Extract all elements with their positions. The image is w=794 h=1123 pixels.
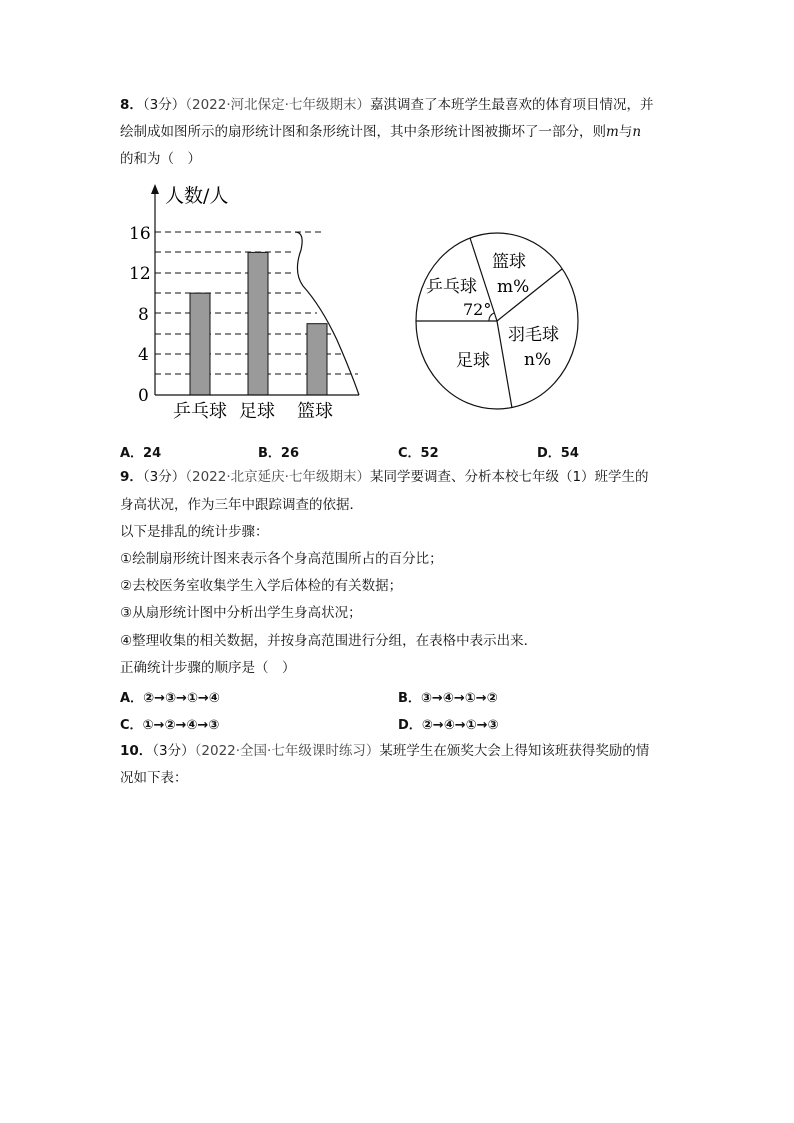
q8-option-c: C．52 bbox=[398, 446, 439, 461]
pie-value-basketball: m% bbox=[497, 277, 530, 297]
q9-line-2: 身高状况，作为三年中跟踪调查的依据． bbox=[120, 497, 363, 513]
pie-label-basketball: 篮球 bbox=[492, 252, 526, 272]
x-category-basketball: 篮球 bbox=[297, 401, 333, 422]
y-tick-8: 8 bbox=[138, 305, 149, 325]
q9-step-1: ①绘制扇形统计图来表示各个身高范围所占的百分比； bbox=[120, 551, 443, 567]
q8-text-2: 绘制成如图所示的扇形统计图和条形统计图，其中条形统计图被撕坏了一部分，则 bbox=[120, 124, 606, 140]
q9-score: （3分） bbox=[142, 469, 186, 485]
y-tick-12: 12 bbox=[129, 264, 151, 284]
bar-basketball bbox=[307, 324, 327, 395]
q9-question: 正确统计步骤的顺序是（ ） bbox=[120, 660, 296, 676]
x-category-pingpong: 乒乓球 bbox=[173, 401, 227, 422]
q9-line-3: 以下是排乱的统计步骤： bbox=[120, 524, 269, 540]
q10-text-1: 某班学生在颁奖大会上得知该班获得奖励的情 bbox=[379, 743, 650, 759]
pie-chart bbox=[410, 225, 585, 415]
q8-text-1: 嘉淇调查了本班学生最喜欢的体育项目情况，并 bbox=[369, 97, 654, 113]
pie-value-badminton: n% bbox=[524, 350, 552, 370]
bar-football bbox=[248, 252, 268, 395]
q8-var-m: m bbox=[606, 124, 619, 140]
y-tick-4: 4 bbox=[138, 345, 149, 365]
q9-step-2: ②去校医务室收集学生入学后体检的有关数据； bbox=[120, 578, 403, 594]
pie-label-pingpong: 乒乓球 bbox=[426, 277, 477, 297]
q8-line-1 bbox=[120, 96, 653, 114]
q9-step-3: ③从扇形统计图中分析出学生身高状况； bbox=[120, 605, 362, 621]
q9-text-1: 某同学要调查、分析本校七年级（1）班学生的 bbox=[369, 469, 649, 485]
q9-line-1 bbox=[120, 468, 649, 486]
bar-pingpong bbox=[190, 293, 210, 395]
y-tick-0: 0 bbox=[138, 386, 149, 406]
q8-line-3: 的和为（ ） bbox=[120, 151, 201, 167]
q10-line-1 bbox=[120, 742, 649, 760]
q8-number: 8． bbox=[120, 97, 143, 113]
q9-step-4: ④整理收集的相关数据，并按身高范围进行分组，在表格中表示出来． bbox=[120, 633, 538, 649]
q9-option-b: B．③→④→①→② bbox=[398, 691, 498, 706]
y-axis-arrow bbox=[151, 184, 159, 194]
q9-source: （2022·北京延庆·七年级期末） bbox=[185, 469, 370, 485]
y-axis-label: 人数/人 bbox=[165, 185, 229, 207]
q8-and: 与 bbox=[618, 124, 633, 140]
q9-number: 9． bbox=[120, 469, 143, 485]
q10-source: （2022·全国·七年级课时练习） bbox=[194, 743, 380, 759]
q8-source: （2022·河北保定·七年级期末） bbox=[185, 97, 370, 113]
q8-option-a: A．24 bbox=[120, 446, 162, 461]
q10-score: （3分） bbox=[152, 743, 195, 759]
pie-label-badminton: 羽毛球 bbox=[508, 325, 559, 345]
q10-number: 10． bbox=[120, 743, 153, 759]
q8-var-n: n bbox=[632, 124, 642, 140]
q8-score: （3分） bbox=[142, 97, 186, 113]
y-tick-16: 16 bbox=[129, 224, 151, 244]
pie-value-pingpong: 72° bbox=[463, 300, 492, 319]
q10-line-2: 况如下表： bbox=[120, 770, 188, 786]
bar-chart bbox=[125, 180, 370, 425]
q8-line-2 bbox=[120, 123, 641, 141]
q9-option-a: A．②→③→①→④ bbox=[120, 691, 220, 706]
q8-option-d: D．54 bbox=[537, 446, 579, 461]
q8-option-b: B．26 bbox=[258, 446, 299, 461]
x-category-football: 足球 bbox=[239, 401, 275, 422]
q9-option-d: D．②→④→①→③ bbox=[398, 718, 499, 733]
q9-option-c: C．①→②→④→③ bbox=[120, 718, 220, 733]
pie-label-football: 足球 bbox=[456, 351, 490, 371]
